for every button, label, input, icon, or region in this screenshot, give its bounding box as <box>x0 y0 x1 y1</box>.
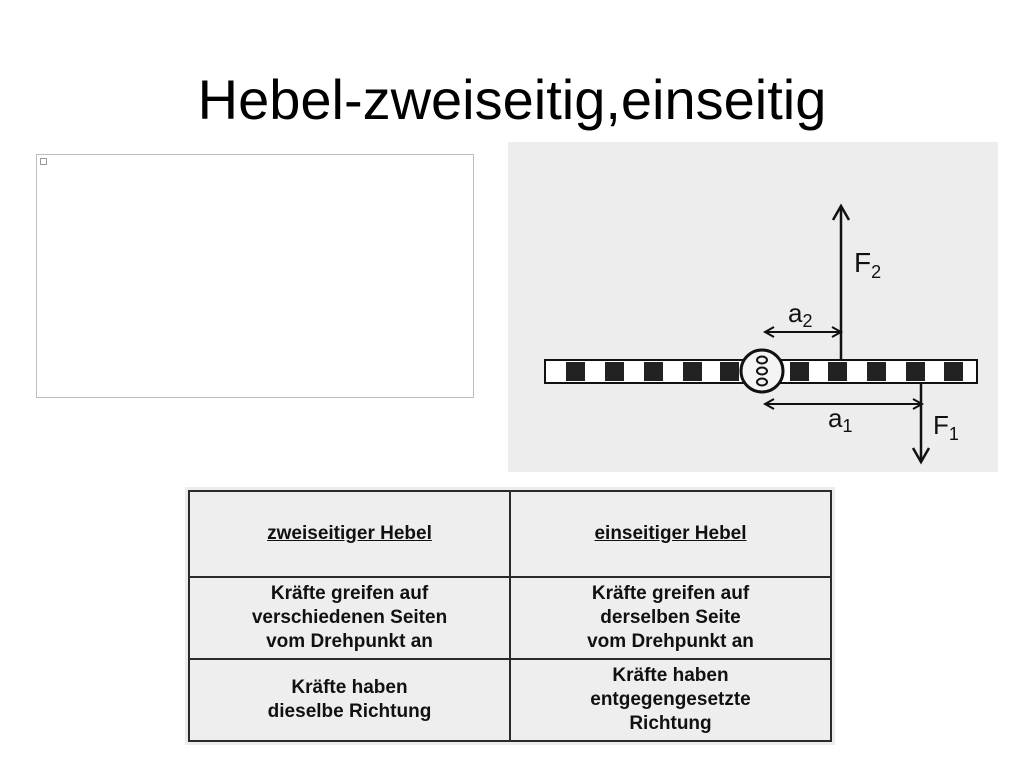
header-two-sided-lever: zweiseitiger Hebel <box>189 491 510 577</box>
table-row <box>189 577 831 659</box>
table-cell: Kräfte greifen auf verschiedenen Seiten vom Drehpunkt an <box>189 577 510 659</box>
lever-comparison-scan <box>185 487 835 745</box>
header-one-sided-lever: einseitiger Hebel <box>510 491 831 577</box>
lever-diagram <box>508 142 998 472</box>
table-cell: Kräfte greifen auf derselben Seite vom Drehpunkt an <box>510 577 831 659</box>
table-header-row <box>189 491 831 577</box>
label-a1: a1 <box>828 403 853 436</box>
slide-title: Hebel-zweiseitig,einseitig <box>197 68 827 131</box>
label-f2: $F_2$ <box>854 247 882 282</box>
label-f1: $F_1$ <box>933 410 959 444</box>
broken-image-placeholder <box>36 154 474 398</box>
lever-comparison-table <box>188 490 832 742</box>
scan-background <box>508 142 998 472</box>
pivot-point <box>741 350 783 392</box>
label-a2: a2 <box>788 298 813 331</box>
broken-image-icon <box>40 158 47 165</box>
table-cell: Kräfte haben dieselbe Richtung <box>189 659 510 741</box>
table-row <box>189 659 831 741</box>
table-cell: Kräfte haben entgegengesetzte Richtung <box>510 659 831 741</box>
